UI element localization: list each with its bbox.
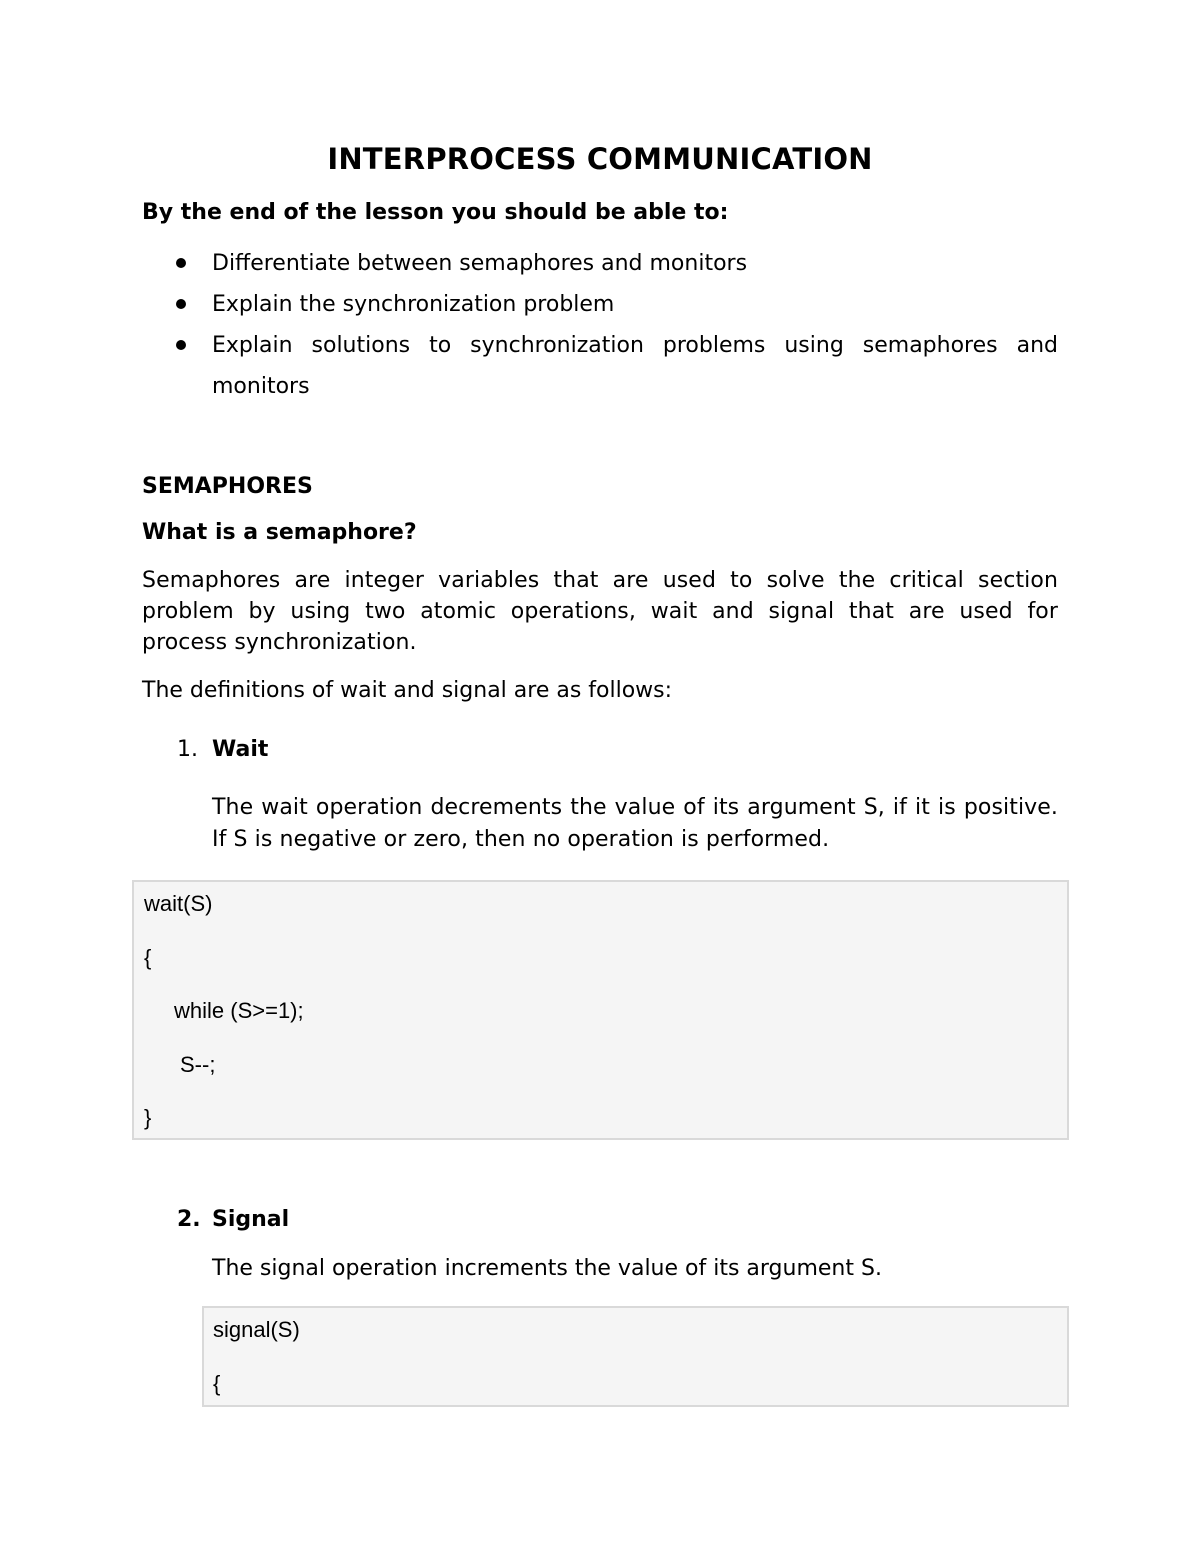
operation-heading-wait xyxy=(0,735,1200,765)
code-line: { xyxy=(144,945,152,970)
objectives-heading: By the end of the lesson you should be able to: xyxy=(142,200,729,225)
list-item-text: Differentiate between semaphores and monitors xyxy=(212,251,748,276)
code-line: signal(S) xyxy=(213,1317,300,1342)
page-title: INTERPROCESS COMMUNICATION xyxy=(327,142,873,176)
code-line: wait(S) xyxy=(144,891,213,916)
list-item-text: Explain solutions to synchronization problems using semaphores and monitors xyxy=(212,333,1058,399)
bullet-icon xyxy=(176,340,186,350)
operation-description-signal: The signal operation increments the value of its argument S. xyxy=(212,1256,882,1281)
definition-paragraph: Semaphores are integer variables that are used to solve the critical section problem by using two atomic operations, wait and signal that are used for process synchronization. xyxy=(142,568,1058,655)
subheading-question: What is a semaphore? xyxy=(142,520,417,545)
operation-name: Signal xyxy=(212,1207,290,1232)
operation-name: Wait xyxy=(212,737,269,762)
code-line: S--; xyxy=(180,1052,216,1077)
operation-description-wait: The wait operation decrements the value of its argument S, if it is positive. If S is negative or zero, then no operation is performed. xyxy=(212,795,1058,852)
list-item xyxy=(142,325,1058,407)
operation-number: 1. xyxy=(177,737,198,762)
code-block-signal xyxy=(202,1306,1069,1407)
code-line: { xyxy=(213,1371,221,1396)
intro-paragraph: The definitions of wait and signal are as follows: xyxy=(142,678,673,703)
list-item xyxy=(142,284,1058,325)
bullet-icon xyxy=(176,258,186,268)
bullet-icon xyxy=(176,299,186,309)
list-item xyxy=(142,243,1058,284)
code-line: } xyxy=(144,1105,152,1130)
objectives-list xyxy=(142,243,1058,407)
code-block-wait xyxy=(132,880,1069,1140)
section-title-semaphores: SEMAPHORES xyxy=(142,474,313,499)
operation-number: 2. xyxy=(177,1207,201,1232)
code-line: while (S>=1); xyxy=(174,998,304,1023)
list-item-text: Explain the synchronization problem xyxy=(212,292,615,317)
operation-heading-signal xyxy=(0,1205,1200,1235)
